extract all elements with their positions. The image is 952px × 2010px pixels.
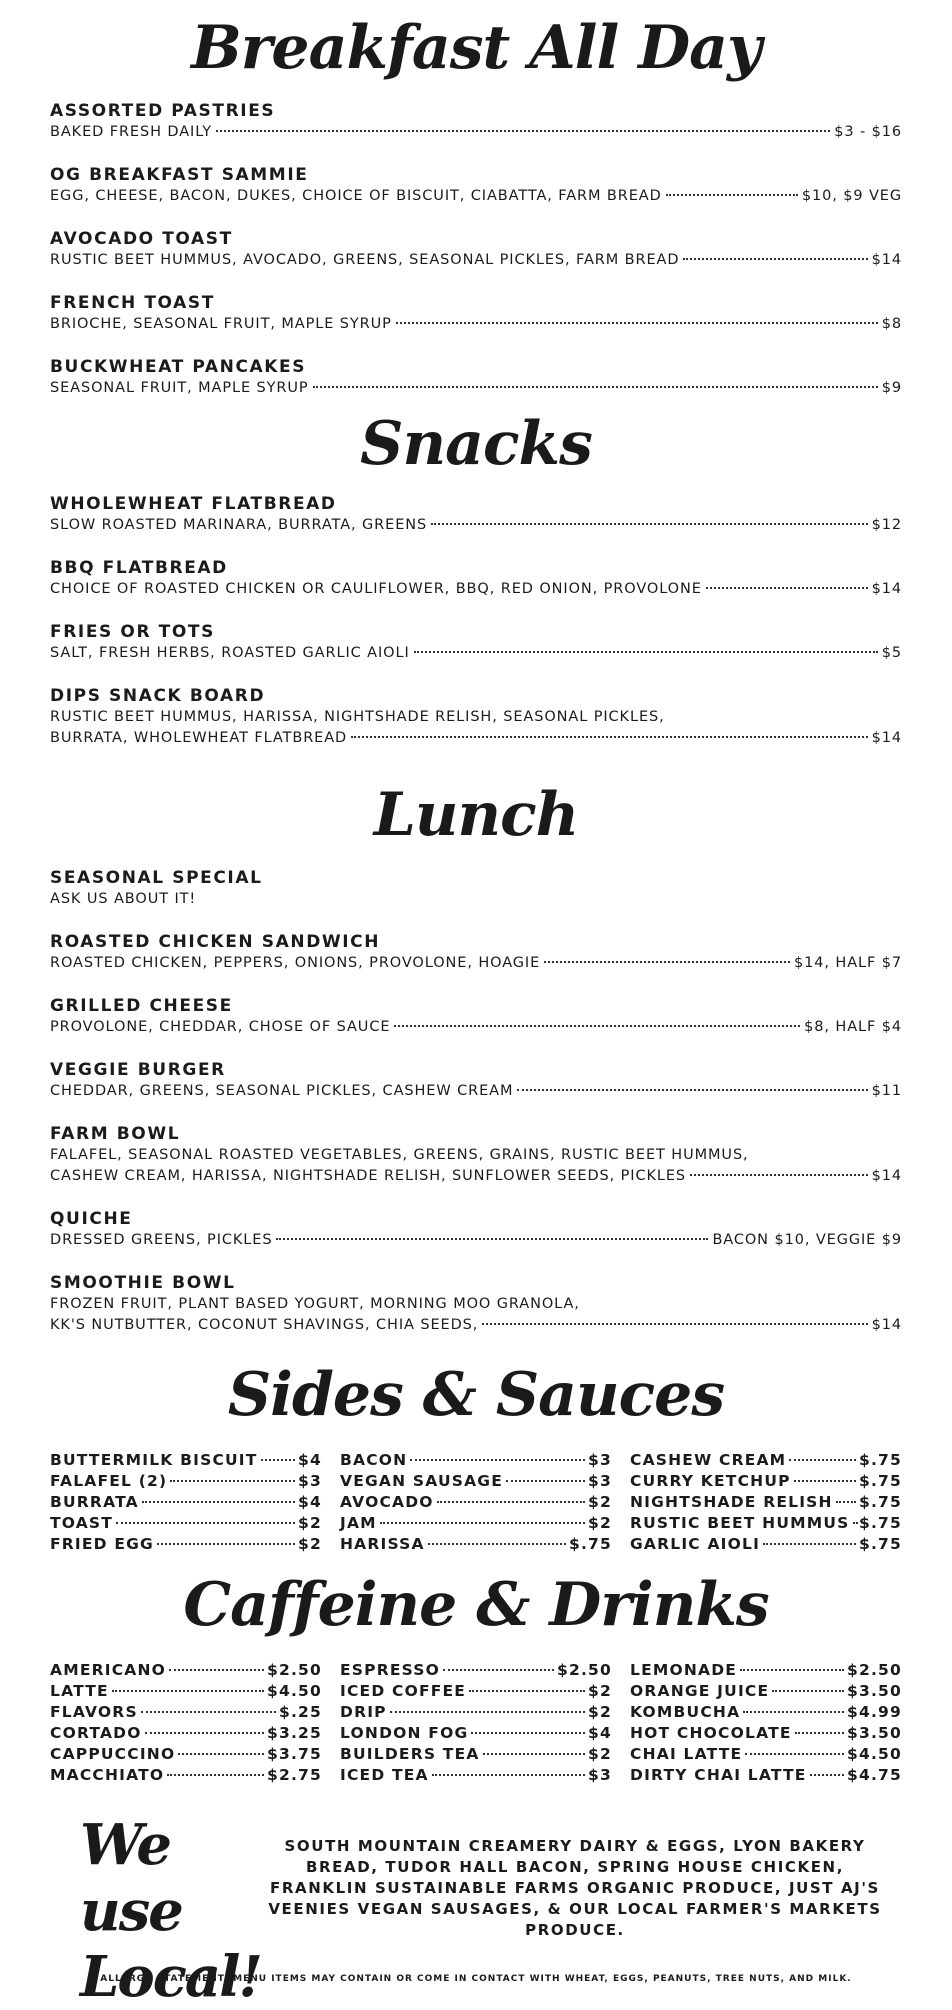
menu-item	[50, 100, 902, 143]
leader-dots	[666, 194, 798, 196]
item-price: $14	[871, 1168, 902, 1184]
drink-item	[340, 1744, 612, 1765]
item-name: ROASTED CHICKEN SANDWICH	[50, 932, 381, 952]
item-name: FRIES OR TOTS	[50, 622, 215, 642]
item-desc: SLOW ROASTED MARINARA, BURRATA, GREENS	[50, 517, 428, 533]
item-desc: CHEDDAR, GREENS, SEASONAL PICKLES, CASHEW CREAM	[50, 1083, 514, 1099]
menu-item	[50, 1059, 902, 1102]
drink-price: $3.75	[266, 1745, 322, 1763]
item-name: BBQ FLATBREAD	[50, 558, 228, 578]
item-desc: CHOICE OF ROASTED CHICKEN OR CAULIFLOWER, BBQ, RED ONION, PROVOLONE	[50, 581, 702, 597]
menu-item	[50, 228, 902, 271]
item-desc: RUSTIC BEET HUMMUS, AVOCADO, GREENS, SEASONAL PICKLES, FARM BREAD	[50, 252, 680, 268]
menu-item	[50, 685, 902, 749]
leader-dots	[471, 1732, 585, 1734]
snacks-title: Snacks	[360, 409, 592, 479]
drink-price: $2	[588, 1745, 612, 1763]
item-price: $8	[881, 316, 902, 332]
lunch-title: Lunch	[373, 780, 579, 850]
side-price: $2	[298, 1535, 322, 1553]
side-name: BURRATA	[50, 1493, 139, 1511]
item-price: $11	[871, 1083, 902, 1099]
leader-dots	[145, 1732, 264, 1734]
side-item	[340, 1534, 612, 1555]
leader-dots	[432, 1774, 585, 1776]
drink-price: $3.25	[266, 1724, 322, 1742]
drinks-column	[340, 1660, 612, 1786]
side-name: BUTTERMILK BISCUIT	[50, 1451, 258, 1469]
leader-dots	[390, 1711, 585, 1713]
drink-item	[50, 1702, 322, 1723]
leader-dots	[853, 1522, 856, 1524]
drink-name: ORANGE JUICE	[630, 1682, 770, 1700]
item-desc: ASK US ABOUT IT!	[50, 891, 197, 907]
leader-dots	[431, 523, 867, 525]
item-name: SEASONAL SPECIAL	[50, 868, 263, 888]
item-price: $14	[871, 581, 902, 597]
item-name: ASSORTED PASTRIES	[50, 101, 276, 121]
side-item	[630, 1534, 902, 1555]
leader-dots	[517, 1089, 867, 1091]
we-use-local-line1: We use	[80, 1812, 182, 1944]
leader-dots	[506, 1480, 585, 1482]
drink-name: LEMONADE	[630, 1661, 738, 1679]
item-desc-line: FALAFEL, SEASONAL ROASTED VEGETABLES, GREENS, GRAINS, RUSTIC BEET HUMMUS,	[50, 1147, 749, 1163]
drink-name: FLAVORS	[50, 1703, 138, 1721]
item-price: $3 - $16	[834, 124, 902, 140]
item-price: $10, $9 VEG	[801, 188, 902, 204]
drink-price: $4	[588, 1724, 612, 1742]
leader-dots	[141, 1711, 276, 1713]
menu-item	[50, 557, 902, 600]
drink-item	[340, 1765, 612, 1786]
side-price: $3	[298, 1472, 322, 1490]
snacks-section	[50, 400, 902, 749]
leader-dots	[544, 961, 790, 963]
leader-dots	[743, 1711, 844, 1713]
side-price: $.75	[568, 1535, 612, 1553]
menu-item	[50, 1123, 902, 1187]
drink-price: $.25	[278, 1703, 322, 1721]
drink-item	[630, 1723, 902, 1744]
drink-item	[630, 1660, 902, 1681]
side-name: BACON	[340, 1451, 408, 1469]
menu-item	[50, 164, 902, 207]
menu-item	[50, 493, 902, 536]
item-price: $14	[871, 252, 902, 268]
side-price: $2	[298, 1514, 322, 1532]
drinks-title: Caffeine & Drinks	[183, 1570, 769, 1640]
drink-price: $4.99	[846, 1703, 902, 1721]
drink-name: MACCHIATO	[50, 1766, 165, 1784]
side-price: $3	[588, 1472, 612, 1490]
sides-title: Sides & Sauces	[227, 1360, 725, 1430]
leader-dots	[112, 1690, 264, 1692]
item-price: $14	[871, 1317, 902, 1333]
side-name: VEGAN SAUSAGE	[340, 1472, 504, 1490]
side-name: FALAFEL (2)	[50, 1472, 168, 1490]
drink-name: DRIP	[340, 1703, 387, 1721]
drink-name: HOT CHOCOLATE	[630, 1724, 792, 1742]
leader-dots	[683, 258, 867, 260]
leader-dots	[772, 1690, 844, 1692]
side-item	[340, 1450, 612, 1471]
menu-item	[50, 356, 902, 399]
leader-dots	[142, 1501, 295, 1503]
menu-item	[50, 931, 902, 974]
item-desc: DRESSED GREENS, PICKLES	[50, 1232, 273, 1248]
leader-dots	[789, 1459, 856, 1461]
side-item	[340, 1513, 612, 1534]
drink-item	[630, 1765, 902, 1786]
drink-item	[630, 1702, 902, 1723]
side-name: CURRY KETCHUP	[630, 1472, 791, 1490]
drink-price: $3.50	[846, 1682, 902, 1700]
leader-dots	[794, 1480, 856, 1482]
drink-name: CAPPUCCINO	[50, 1745, 176, 1763]
drink-name: BUILDERS TEA	[340, 1745, 480, 1763]
item-desc: PROVOLONE, CHEDDAR, CHOSE OF SAUCE	[50, 1019, 391, 1035]
leader-dots	[276, 1238, 708, 1240]
drinks-columns	[50, 1660, 902, 1786]
leader-dots	[380, 1522, 585, 1524]
side-item	[50, 1471, 322, 1492]
menu-item	[50, 867, 902, 910]
local-sourcing-text: SOUTH MOUNTAIN CREAMERY DAIRY & EGGS, LYON BAKERY BREAD, TUDOR HALL BACON, SPRING HOUSE CHICKEN, FRANKLIN SUSTAINABLE FARMS ORGANIC PRODUCE, JUST AJ'S VEENIES VEGAN SAUSAGES, & OUR LOCAL FARMER'S MARKETS PRODUCE.	[268, 1837, 882, 1939]
drink-price: $2.50	[266, 1661, 322, 1679]
drink-price: $2.50	[556, 1661, 612, 1679]
we-use-local-line2: Local!	[80, 1944, 261, 2010]
item-name: OG BREAKFAST SAMMIE	[50, 165, 309, 185]
leader-dots	[810, 1774, 844, 1776]
leader-dots	[351, 736, 867, 738]
drinks-section	[50, 1560, 902, 1786]
drink-price: $2.50	[846, 1661, 902, 1679]
leader-dots	[216, 130, 830, 132]
item-name: BUCKWHEAT PANCAKES	[50, 357, 307, 377]
drink-name: AMERICANO	[50, 1661, 167, 1679]
side-name: CASHEW CREAM	[630, 1451, 787, 1469]
item-name: FARM BOWL	[50, 1124, 181, 1144]
drink-name: LATTE	[50, 1682, 109, 1700]
drink-name: ESPRESSO	[340, 1661, 441, 1679]
menu-item	[50, 995, 902, 1038]
item-desc: ROASTED CHICKEN, PEPPERS, ONIONS, PROVOLONE, HOAGIE	[50, 955, 541, 971]
leader-dots	[443, 1669, 554, 1671]
leader-dots	[482, 1323, 867, 1325]
sides-column	[340, 1450, 612, 1555]
breakfast-section	[50, 0, 902, 399]
side-item	[340, 1471, 612, 1492]
side-price: $.75	[858, 1472, 902, 1490]
leader-dots	[116, 1522, 295, 1524]
side-price: $.75	[858, 1493, 902, 1511]
drink-item	[50, 1744, 322, 1765]
side-price: $2	[588, 1493, 612, 1511]
leader-dots	[745, 1753, 844, 1755]
drink-price: $4.50	[266, 1682, 322, 1700]
item-price: BACON $10, VEGGIE $9	[712, 1232, 902, 1248]
item-desc: BURRATA, WHOLEWHEAT FLATBREAD	[50, 730, 348, 746]
leader-dots	[690, 1174, 868, 1176]
side-item	[630, 1471, 902, 1492]
drink-name: ICED TEA	[340, 1766, 429, 1784]
side-price: $2	[588, 1514, 612, 1532]
side-item	[50, 1534, 322, 1555]
side-price: $3	[588, 1451, 612, 1469]
side-price: $.75	[858, 1514, 902, 1532]
item-price: $14	[871, 730, 902, 746]
item-price: $8, HALF $4	[804, 1019, 902, 1035]
item-price: $9	[881, 380, 902, 396]
item-name: VEGGIE BURGER	[50, 1060, 226, 1080]
sides-column	[50, 1450, 322, 1555]
leader-dots	[157, 1543, 295, 1545]
side-price: $4	[298, 1493, 322, 1511]
leader-dots	[795, 1732, 844, 1734]
item-desc: EGG, CHEESE, BACON, DUKES, CHOICE OF BISCUIT, CIABATTA, FARM BREAD	[50, 188, 662, 204]
item-desc: BAKED FRESH DAILY	[50, 124, 213, 140]
leader-dots	[261, 1459, 295, 1461]
item-desc: SEASONAL FRUIT, MAPLE SYRUP	[50, 380, 309, 396]
side-price: $4	[298, 1451, 322, 1469]
leader-dots	[178, 1753, 264, 1755]
item-name: AVOCADO TOAST	[50, 229, 233, 249]
drink-price: $4.75	[846, 1766, 902, 1784]
leader-dots	[169, 1669, 264, 1671]
side-item	[50, 1513, 322, 1534]
item-name: SMOOTHIE BOWL	[50, 1273, 236, 1293]
item-price: $14, HALF $7	[794, 955, 902, 971]
leader-dots	[394, 1025, 800, 1027]
side-price: $.75	[858, 1451, 902, 1469]
drink-item	[340, 1723, 612, 1744]
leader-dots	[396, 322, 878, 324]
menu-item	[50, 1272, 902, 1336]
item-name: DIPS SNACK BOARD	[50, 686, 266, 706]
drink-name: DIRTY CHAI LATTE	[630, 1766, 807, 1784]
item-name: QUICHE	[50, 1209, 133, 1229]
allergy-statement: ALLERGY STATEMENT: MENU ITEMS MAY CONTAIN OR COME IN CONTACT WITH WHEAT, EGGS, PEANUTS, TREE NUTS, AND MILK.	[100, 1974, 852, 1984]
item-name: FRENCH TOAST	[50, 293, 215, 313]
leader-dots	[170, 1480, 295, 1482]
leader-dots	[428, 1543, 566, 1545]
drink-name: CHAI LATTE	[630, 1745, 743, 1763]
drink-item	[340, 1702, 612, 1723]
drink-item	[50, 1660, 322, 1681]
side-name: JAM	[340, 1514, 377, 1532]
menu-item	[50, 292, 902, 335]
side-item	[630, 1450, 902, 1471]
side-price: $.75	[858, 1535, 902, 1553]
item-price: $12	[871, 517, 902, 533]
side-name: HARISSA	[340, 1535, 425, 1553]
side-item	[340, 1492, 612, 1513]
drink-name: LONDON FOG	[340, 1724, 469, 1742]
drink-name: KOMBUCHA	[630, 1703, 741, 1721]
lunch-section	[50, 770, 902, 1336]
drink-item	[50, 1681, 322, 1702]
sides-column	[630, 1450, 902, 1555]
item-desc: CASHEW CREAM, HARISSA, NIGHTSHADE RELISH, SUNFLOWER SEEDS, PICKLES	[50, 1168, 687, 1184]
side-item	[630, 1492, 902, 1513]
drink-item	[630, 1681, 902, 1702]
side-item	[50, 1450, 322, 1471]
drink-price: $2	[588, 1682, 612, 1700]
sides-section	[50, 1350, 902, 1555]
item-desc: SALT, FRESH HERBS, ROASTED GARLIC AIOLI	[50, 645, 410, 661]
side-name: TOAST	[50, 1514, 114, 1532]
leader-dots	[763, 1543, 856, 1545]
menu-item	[50, 621, 902, 664]
leader-dots	[167, 1774, 264, 1776]
drink-price: $2.75	[266, 1766, 322, 1784]
drink-item	[50, 1723, 322, 1744]
item-price: $5	[881, 645, 902, 661]
side-name: RUSTIC BEET HUMMUS	[630, 1514, 850, 1532]
menu-item	[50, 1208, 902, 1251]
side-item	[50, 1492, 322, 1513]
leader-dots	[706, 587, 868, 589]
drinks-column	[630, 1660, 902, 1786]
leader-dots	[836, 1501, 856, 1503]
leader-dots	[437, 1501, 585, 1503]
leader-dots	[414, 651, 878, 653]
drink-name: ICED COFFEE	[340, 1682, 467, 1700]
item-name: GRILLED CHEESE	[50, 996, 233, 1016]
drink-name: CORTADO	[50, 1724, 142, 1742]
sides-columns	[50, 1450, 902, 1555]
drink-price: $3	[588, 1766, 612, 1784]
side-name: NIGHTSHADE RELISH	[630, 1493, 833, 1511]
drink-price: $4.50	[846, 1745, 902, 1763]
side-item	[630, 1513, 902, 1534]
side-name: FRIED EGG	[50, 1535, 154, 1553]
side-name: AVOCADO	[340, 1493, 434, 1511]
drink-price: $3.50	[846, 1724, 902, 1742]
item-desc-line: FROZEN FRUIT, PLANT BASED YOGURT, MORNING MOO GRANOLA,	[50, 1296, 580, 1312]
drink-item	[340, 1681, 612, 1702]
leader-dots	[469, 1690, 585, 1692]
item-name: WHOLEWHEAT FLATBREAD	[50, 494, 337, 514]
breakfast-title: Breakfast All Day	[191, 13, 761, 83]
leader-dots	[740, 1669, 844, 1671]
item-desc: BRIOCHE, SEASONAL FRUIT, MAPLE SYRUP	[50, 316, 392, 332]
item-desc: KK'S NUTBUTTER, COCONUT SHAVINGS, CHIA SEEDS,	[50, 1317, 479, 1333]
leader-dots	[410, 1459, 585, 1461]
leader-dots	[313, 386, 878, 388]
side-name: GARLIC AIOLI	[630, 1535, 761, 1553]
drink-item	[50, 1765, 322, 1786]
item-desc-line: RUSTIC BEET HUMMUS, HARISSA, NIGHTSHADE RELISH, SEASONAL PICKLES,	[50, 709, 665, 725]
leader-dots	[483, 1753, 585, 1755]
drink-item	[630, 1744, 902, 1765]
drinks-column	[50, 1660, 322, 1786]
drink-price: $2	[588, 1703, 612, 1721]
drink-item	[340, 1660, 612, 1681]
